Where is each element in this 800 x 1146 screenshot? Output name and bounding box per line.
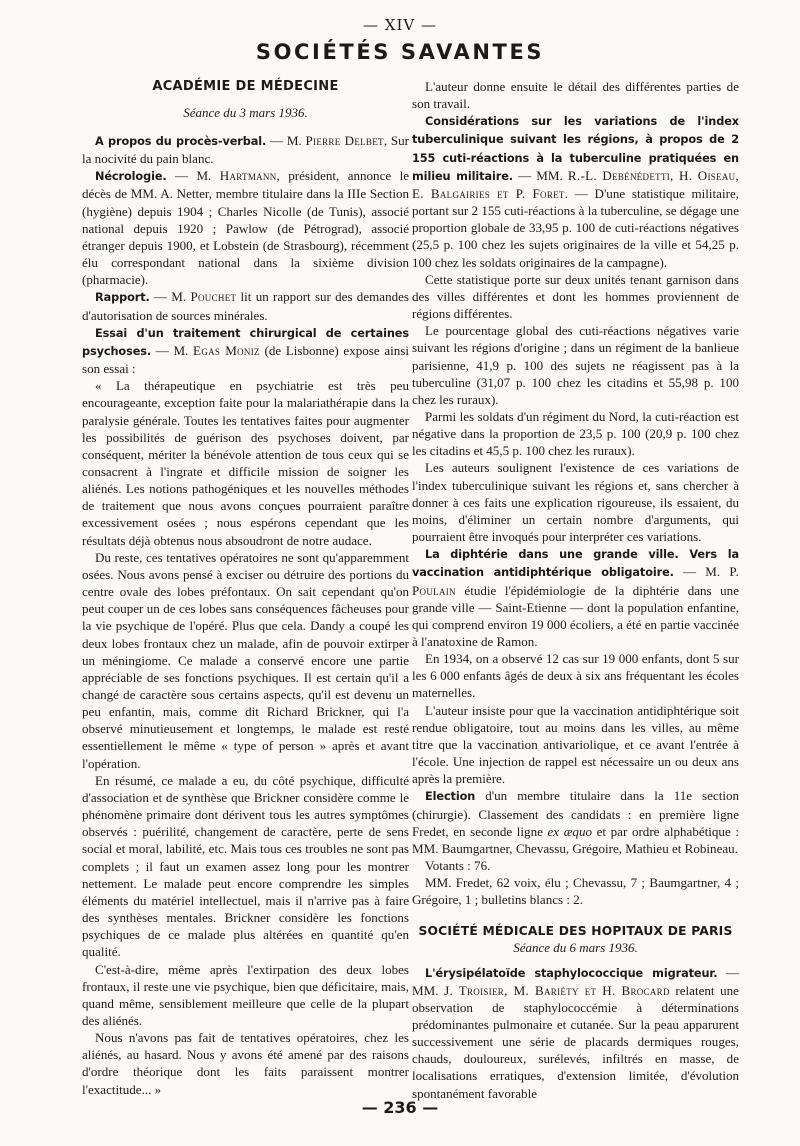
masthead-title: SOCIÉTÉS SAVANTES xyxy=(255,40,545,64)
session-date: Séance du 3 mars 1936. xyxy=(183,105,308,120)
body-paragraph: Les auteurs soulignent l'existence de ces variations de l'index tuberculinique suivant les régions et, sans chercher à donner à ces faits une explication rigoureuse, ils essaient, du moins, d'éliminer un certain nombre d'arguments, qui pourraient être invoqués pour interpréter ces variations. xyxy=(412,460,739,545)
quote-paragraph: « La thérapeutique en psychiatrie est très peu encourageante, exception faite pour la malariathérapie dans la paralysie générale. Toutes les tentatives faites pour augmenter les possibilités de guérison des psychoses doivent, par conséquent, mériter la bénévole attention de tous ceux qui se consacrent à l'ingrate et difficile mission de soigner les aliénés. Les notions pathogéniques et les nouvelles méthodes de traitement que nous avons conçues pourraient paraître excessivement osées ; nous espérons cependant que les résultats déjà obtenus nous absoudront de notre audace. xyxy=(82,378,409,548)
entry-diphterie: La diphtérie dans une grande ville. Vers la vaccination antidiphtérique obligatoire. — M. P. Poulain étudie l'épidémiologie de la diphtérie dans une grande ville — Saint-Etienne — dont la population enfantine, qui comprend environ 19 000 écoliers, a été en partie vaccinée à l'anatoxine de Ramon. xyxy=(412,548,739,649)
entry-title: Considérations sur les variations de l'index tuberculinique suivant les régions, à propos de 2 155 cuti-réactions à la tuberculine pratiquées en milieu militaire. xyxy=(412,115,739,183)
right-column xyxy=(412,78,739,1102)
page-number: — 236 — xyxy=(361,1098,439,1117)
quote-paragraph: C'est-à-dire, même après l'extirpation des deux lobes frontaux, il reste une vie psychique, bien que déficitaire, mais, quand même, sensiblement meilleure que celle de la plupart des aliénés. xyxy=(82,961,409,1028)
entry-erysipelatoide: L'érysipélatoïde staphylococcique migrateur. — MM. J. Troisier, M. Bariéty et H. Brocard relatent une observation de staphylococcémie à déterminations prédominantes pulmonaire et cutanée. Sur la peau apparurent successivement une série de placards dermiques rouges, chauds, douloureux, surélevés, infiltrés en masse, de localisations erratiques, d'extension limitée, d'évolution spontanément favorable xyxy=(412,964,740,1101)
entry-title: Election xyxy=(425,790,476,804)
author-names: J. Troisier, M. Bariéty et H. Brocard xyxy=(444,982,670,998)
body-paragraph: L'auteur insiste pour que la vaccination antidiphtérique soit rendue obligatoire, tout au moins dans les villes, au même titre que la vaccination antivariolique, et ce avant l'entrée à l'école. Une injection de rappel est nécessaire un ou deux ans après la première. xyxy=(412,702,739,787)
entry-title: Essai d'un traitement chirurgical de certaines psychoses. xyxy=(82,326,409,358)
entry-index-tuberculinique: Considérations sur les variations de l'index tuberculinique suivant les régions, à propos de 2 155 cuti-réactions à la tuberculine pratiquées en milieu militaire. — MM. R.-L. Debénédetti, H. Oiseau, E. Balgairies et P. Foret. — D'une statistique militaire, portant sur 2 155 cuti-réactions à la tuberculine, se dégage une proportion globale de 33,95 p. 100 de cuti-réactions négatives (25,5 p. 100 chez les sujets originaires de la ville et 54,25 p. 100 chez les soldats originaires de la campagne). xyxy=(412,115,740,270)
body-paragraph: Parmi les soldats d'un régiment du Nord, la cuti-réaction est négative dans la proportion de 23,5 p. 100 (20,9 p. 100 chez les citadins et 45,5 p. 100 chez les ruraux). xyxy=(412,408,739,459)
author-names: R.-L. Debénédetti, H. Oiseau, E. Balgairies et P. Foret xyxy=(412,167,740,201)
author-name: P. Poulain xyxy=(412,564,739,598)
quote-paragraph: En résumé, ce malade a eu, du côté psychique, difficulté d'association et de synthèse que Brickner considère comme le phénomène primaire dont dérivent tous les autres symptômes observés : puérilité, changement de caractère, perte de sens social et moral, labilité, etc. Mais tous ces troubles ne sont pas complets ; il faut un examen assez long pour les montrer nettement. Le malade peut encore comprendre les simples éléments du matériel intellectuel, mais il n'arrive pas à faire des synthèses mentales. Brickner considère les fonctions psychiques de ce malade plus altérées en quantité qu'en qualité. xyxy=(82,772,409,960)
quote-paragraph: Nous n'avons pas fait de tentatives opératoires, chez les aliénés, au hasard. Nous y avons été amené par des raisons d'ordre théorique dont les faits paraissent montrer l'exactitude... » xyxy=(82,1030,409,1097)
body-paragraph: Cette statistique porte sur deux unités tenant garnison dans des villes différentes et dont les hommes proviennent de régions différentes. xyxy=(412,271,739,322)
author-name: Pouchet xyxy=(190,289,237,305)
entry-title: Nécrologie. xyxy=(95,170,167,184)
quote-paragraph: Du reste, ces tentatives opératoires ne sont qu'apparemment osées. Nous avons pensé à exciser ou détruire des portions du centre ovale des lobes préfontaux. On sait cependant qu'on peut couper un de ces lobes sans conséquences fâcheuses pour la vie psychique de l'opéré. Plus que cela. Dandy a coupé les deux lobes frontaux chez un malade, afin de pouvoir extirper un méningiome. Ce malade a conservé encore une partie appréciable de ses fonctions psychiques. Il est certain qu'il a changé de caractère sous certains aspects, qu'il est devenu un peu enfantin, mais, comme dit Richard Brickner, qui l'a observé minutieusement et longtemps, le malade est resté essentiellement le même « type of person » après et avant l'opération. xyxy=(82,549,409,771)
session-date-2: Séance du 6 mars 1936. xyxy=(513,939,638,955)
author-name: Hartmann xyxy=(219,168,277,184)
author-name: Pierre Delbet xyxy=(305,133,384,148)
vote-result: MM. Fredet, 62 voix, élu ; Chevassu, 7 ; Baumgartner, 4 ; Grégoire, 1 ; bulletins blancs : 2. xyxy=(412,875,739,908)
votants-line: Votants : 76. xyxy=(425,858,491,874)
entry-necrologie: Nécrologie. — M. Hartmann, président, annonce le décès de MM. A. Netter, membre titulaire dans la IIIe Section (hygiène) depuis 1904 ; Charles Nicolle (de Tunis), associé national depuis 1920 ; Pawlow (de Pétrograd), associé étranger depuis 1900, et Lobstein (de Strasbourg), récemment élu correspondant national dans la sixième division (pharmacie). xyxy=(82,168,409,288)
left-column xyxy=(82,78,409,1098)
author-name: Egas Moniz xyxy=(193,342,260,358)
entry-title: A propos du procès-verbal. xyxy=(95,135,267,148)
entry-proces-verbal: A propos du procès-verbal. — M. Pierre Delbet, Sur la nocivité du pain blanc. xyxy=(82,133,409,167)
body-paragraph: En 1934, on a observé 12 cas sur 19 000 enfants, dont 5 sur les 6 000 enfants âgés de deux à six ans fréquentant les écoles maternelles. xyxy=(412,651,739,701)
entry-title: Rapport. xyxy=(95,291,150,305)
entry-essai-chirurgical: Essai d'un traitement chirurgical de certaines psychoses. — M. Egas Moniz (de Lisbonne) expose ainsi son essai : xyxy=(82,326,409,377)
entry-title: L'érysipélatoïde staphylococcique migrateur. xyxy=(425,966,718,980)
body-paragraph: L'auteur donne ensuite le détail des différentes parties de son travail. xyxy=(412,79,739,112)
entry-rapport: Rapport. — M. Pouchet lit un rapport sur des demandes d'autorisation de sources minérales. xyxy=(82,289,409,323)
running-head: — XIV — xyxy=(363,16,437,34)
entry-title: La diphtérie dans une grande ville. Vers la vaccination antidiphtérique obligatoire. xyxy=(412,548,739,580)
section-heading-hopitaux: SOCIÉTÉ MÉDICALE DES HOPITAUX DE PARIS xyxy=(418,923,733,938)
section-heading-academie: ACADÉMIE DE MÉDECINE xyxy=(152,79,339,94)
body-paragraph: Le pourcentage global des cuti-réactions négatives varie suivant les régions d'origine ; dans un régiment de la banlieue parisienne, 41,9 p. 100 des sujets ne réagissent pas à la tuberculine (31,07 p. 100 chez les citadins et 55,98 p. 100 chez les ruraux). xyxy=(412,323,739,407)
entry-election: Election d'un membre titulaire dans la 11e section (chirurgie). Classement des candidats : en première ligne Fredet, en seconde ligne ex æquo et par ordre alphabétique : MM. Baumgartner, Chevassu, Grégoire, Mathieu et Robineau. xyxy=(412,788,739,856)
